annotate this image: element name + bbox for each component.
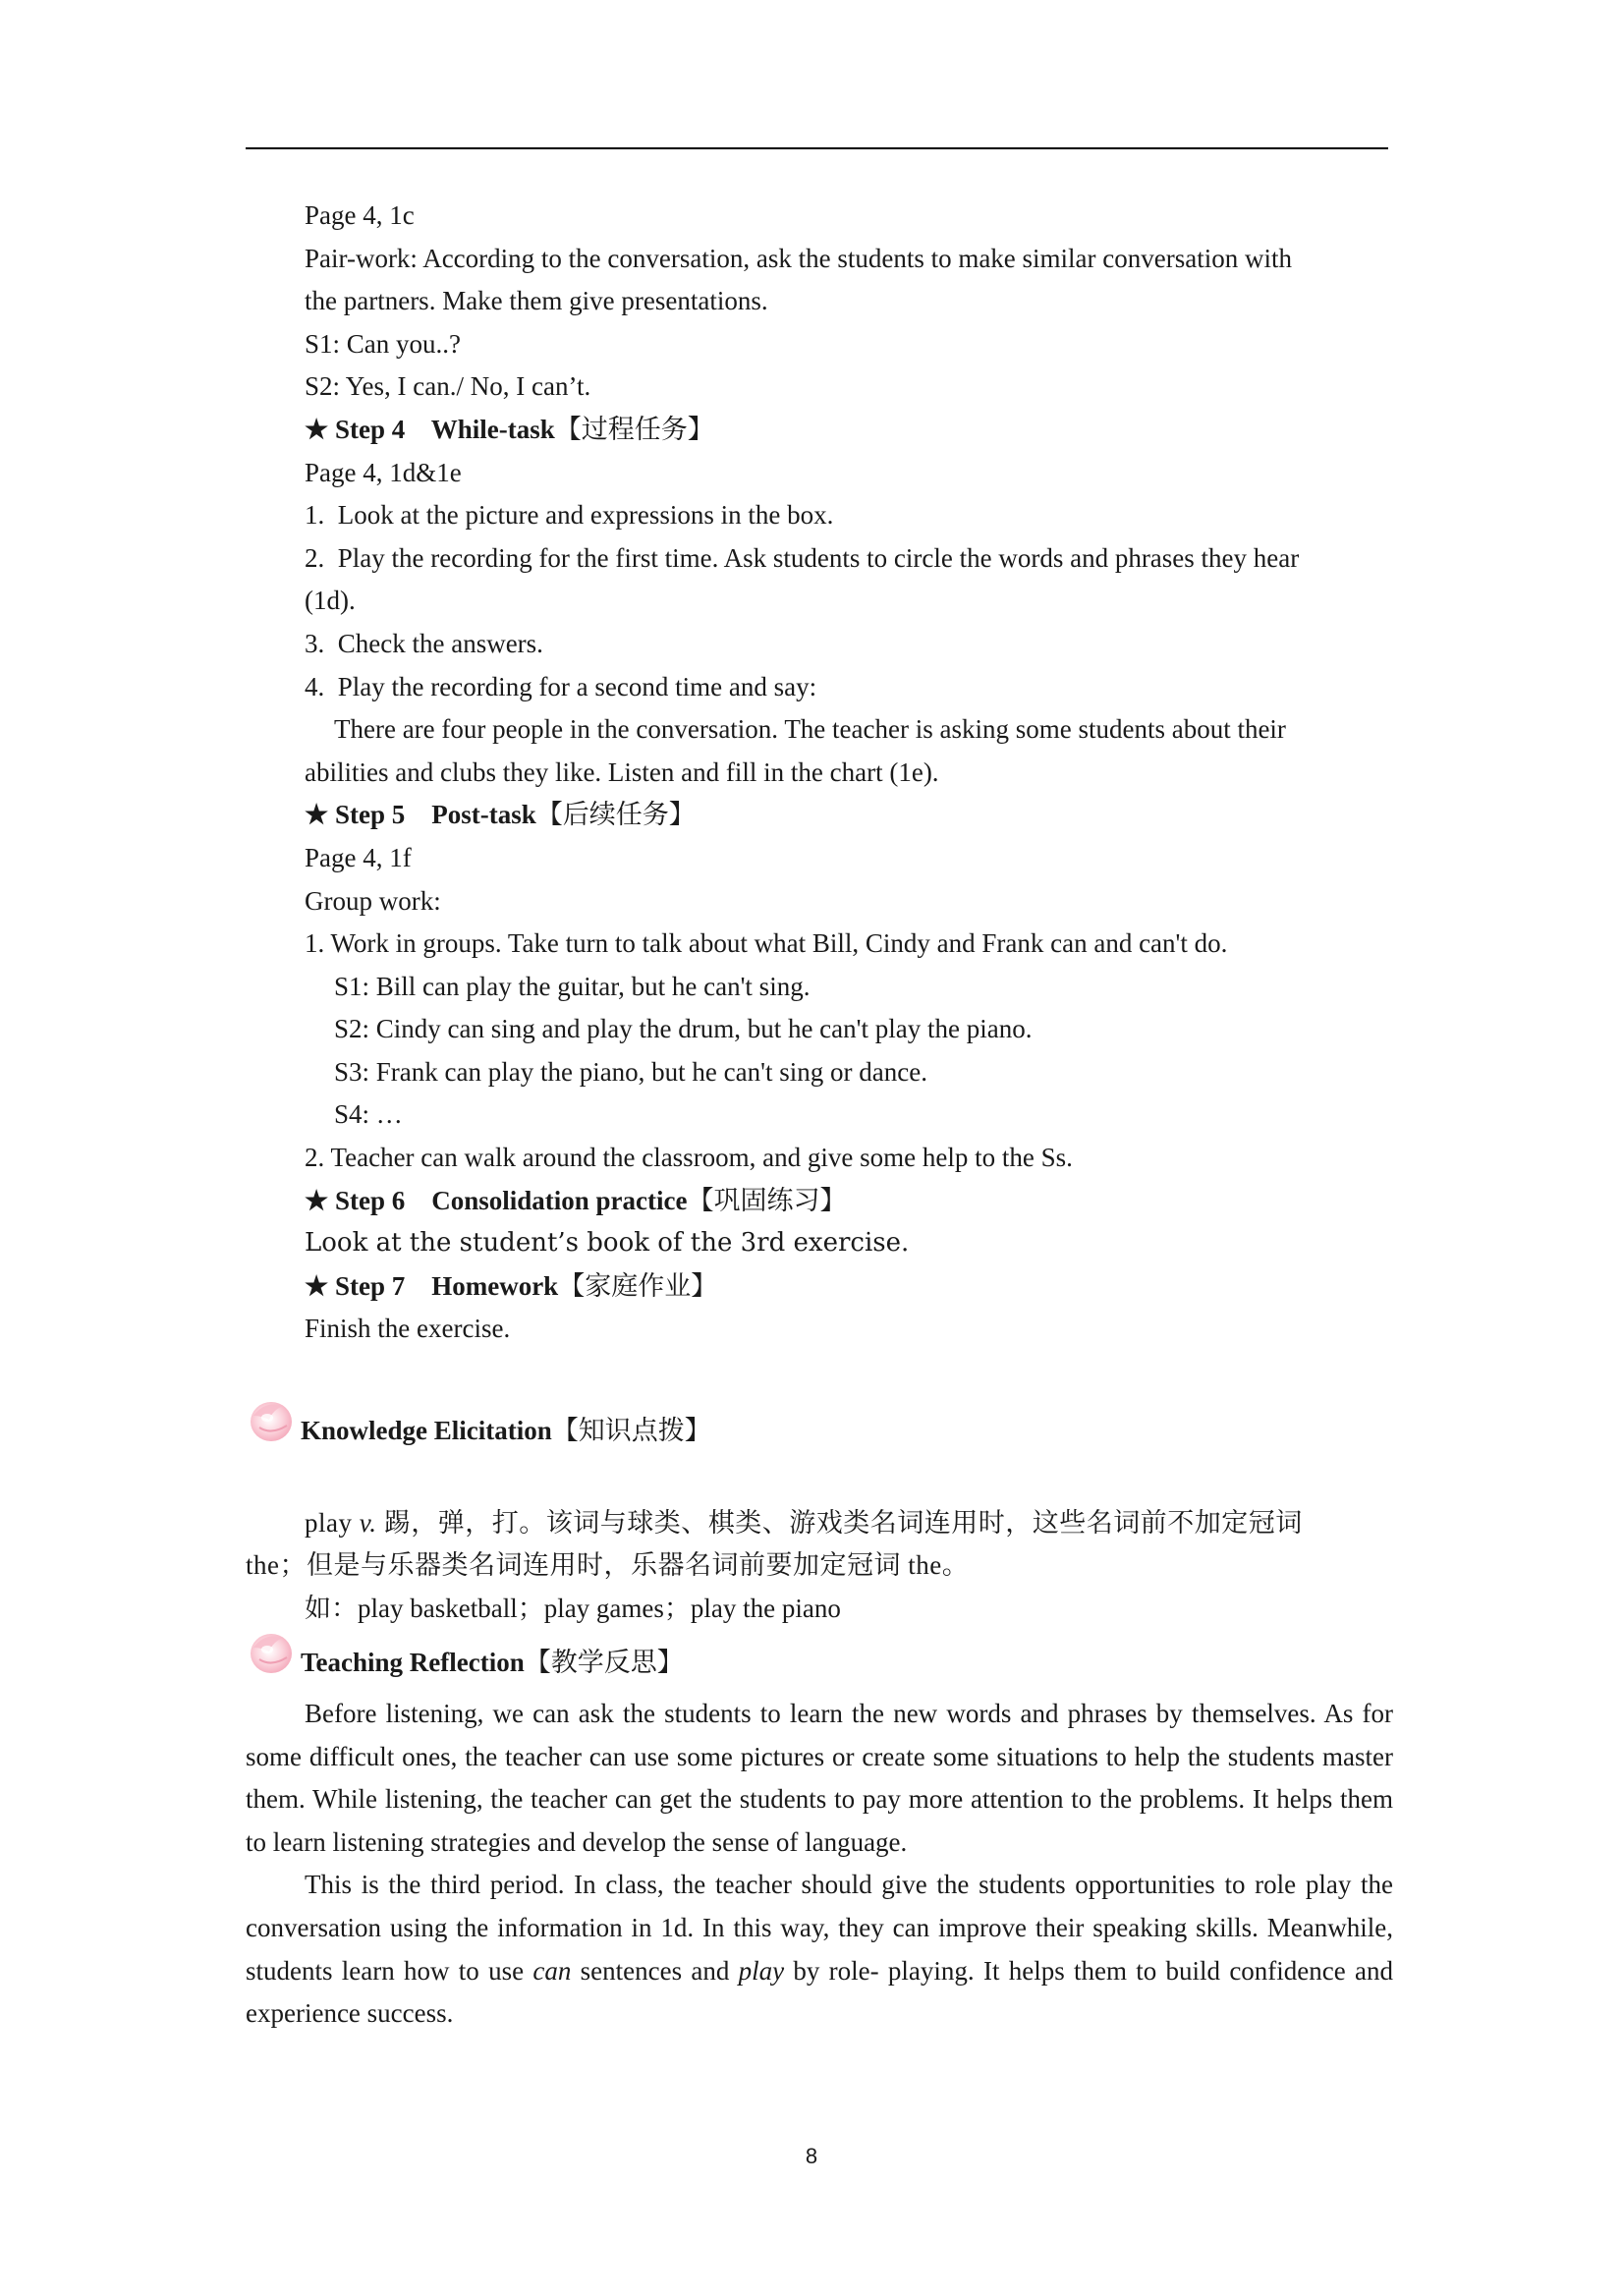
step5-s4: S4: … (334, 1099, 403, 1130)
step5-label: Step 5 Post-task (334, 800, 536, 830)
page-content (246, 195, 1393, 2036)
dialogue-s2: S2: Yes, I can./ No, I can’t. (305, 371, 591, 402)
step7-heading (246, 1265, 1393, 1309)
step6-cn: 【巩固练习】 (687, 1185, 847, 1216)
reflection-cn: 【教学反思】 (524, 1648, 684, 1679)
star-icon: ★ (305, 800, 329, 830)
step5-page-ref: Page 4, 1f (305, 842, 412, 872)
knowledge-title: Knowledge Elicitation (301, 1416, 552, 1446)
knowledge-line-1 (246, 1502, 1393, 1545)
dialogue-s1: S1: Can you..? (305, 328, 461, 359)
pink-flower-bullet-icon (246, 1394, 297, 1445)
star-icon: ★ (305, 414, 329, 444)
page-number: 8 (805, 2144, 818, 2168)
step7-cn: 【家庭作业】 (558, 1270, 718, 1302)
step5-s1: S1: Bill can play the guitar, but he can't sing. (334, 971, 811, 1001)
intro-page-ref: Page 4, 1c (305, 200, 415, 230)
reflection-heading (246, 1642, 1393, 1685)
reflection-title: Teaching Reflection (301, 1648, 525, 1678)
step5-item-2: 2. Teacher can walk around the classroom, and give some help to the Ss. (305, 1143, 1073, 1173)
reflection-para-2-b: sentences and (571, 1955, 739, 1986)
step7-label: Step 7 Homework (334, 1270, 559, 1301)
play-pos: v. (359, 1507, 377, 1538)
knowledge-line-3: 如：play basketball；play games；play the piano (305, 1593, 841, 1623)
star-icon: ★ (305, 1270, 329, 1301)
pairwork-line-2: the partners. Make them give presentations. (305, 286, 768, 316)
knowledge-heading (246, 1410, 1393, 1453)
step4-heading (246, 409, 1393, 452)
step6-text: Look at the student’s book of the 3rd exercise. (305, 1228, 910, 1259)
knowledge-line-1-rest: 踢，弹，打。该词与球类、棋类、游戏类名词连用时，这些名词前不加定冠词 (376, 1507, 1303, 1538)
reflection-para-2 (246, 1864, 1393, 2035)
play-word: play (305, 1507, 360, 1538)
step5-s3: S3: Frank can play the piano, but he can't sing or dance. (334, 1056, 927, 1087)
step4-page-ref: Page 4, 1d&1e (305, 457, 462, 487)
reflection-para-2-c: by role- playing. It helps them to build confidence and experience success. (246, 1955, 1394, 2029)
step5-item-1: 1. Work in groups. Take turn to talk about what Bill, Cindy and Frank can and can't do. (305, 928, 1228, 959)
reflection-para-1: Before listening, we can ask the students to learn the new words and phrases by themselves. As for some difficult ones, the teacher can use some pictures or create some situations to help the students master them. While listening, the teacher can get the students to pay more attention to the problems. It helps them to learn listening strategies and develop the sense of language. (246, 1699, 1393, 1857)
step4-item-3: 3. Check the answers. (305, 628, 543, 658)
step4-para-a: There are four people in the conversation. The teacher is asking some students about their (334, 714, 1286, 745)
step6-heading (246, 1180, 1393, 1223)
step4-label: Step 4 While-task (334, 414, 555, 444)
header-rule (246, 147, 1388, 149)
pink-flower-bullet-icon (246, 1626, 297, 1677)
step5-group: Group work: (305, 885, 441, 916)
knowledge-line-2: the；但是与乐器类名词连用时，乐器名词前要加定冠词 the。 (246, 1550, 970, 1581)
star-icon: ★ (305, 1185, 329, 1215)
step5-s2: S2: Cindy can sing and play the drum, but he can't play the piano. (334, 1014, 1033, 1044)
reflection-play-word: play (738, 1955, 785, 1986)
step5-cn: 【后续任务】 (535, 800, 696, 831)
pairwork-line-1: Pair-work: According to the conversation, ask the students to make similar conversation with (305, 243, 1292, 273)
step5-heading (246, 794, 1393, 837)
step4-item-2a: 2. Play the recording for the first time. Ask students to circle the words and phrases they hear (305, 542, 1300, 573)
step4-cn: 【过程任务】 (554, 414, 714, 445)
step6-label: Step 6 Consolidation practice (334, 1185, 688, 1215)
step7-text: Finish the exercise. (305, 1314, 511, 1344)
step4-para-b: abilities and clubs they like. Listen and fill in the chart (1e). (305, 756, 939, 787)
knowledge-cn: 【知识点拨】 (551, 1416, 711, 1447)
step4-item-4: 4. Play the recording for a second time and say: (305, 671, 817, 701)
step4-item-2b: (1d). (305, 586, 356, 616)
step4-item-1: 1. Look at the picture and expressions in the box. (305, 500, 834, 531)
reflection-para-2-a: This is the third period. In class, the teacher should give the students opportunities to role play the conversation using the information in 1d. In this way, they can improve their speaking skills. Meanwhile, students learn how to use (246, 1870, 1393, 1986)
reflection-can-word: can (532, 1955, 572, 1986)
